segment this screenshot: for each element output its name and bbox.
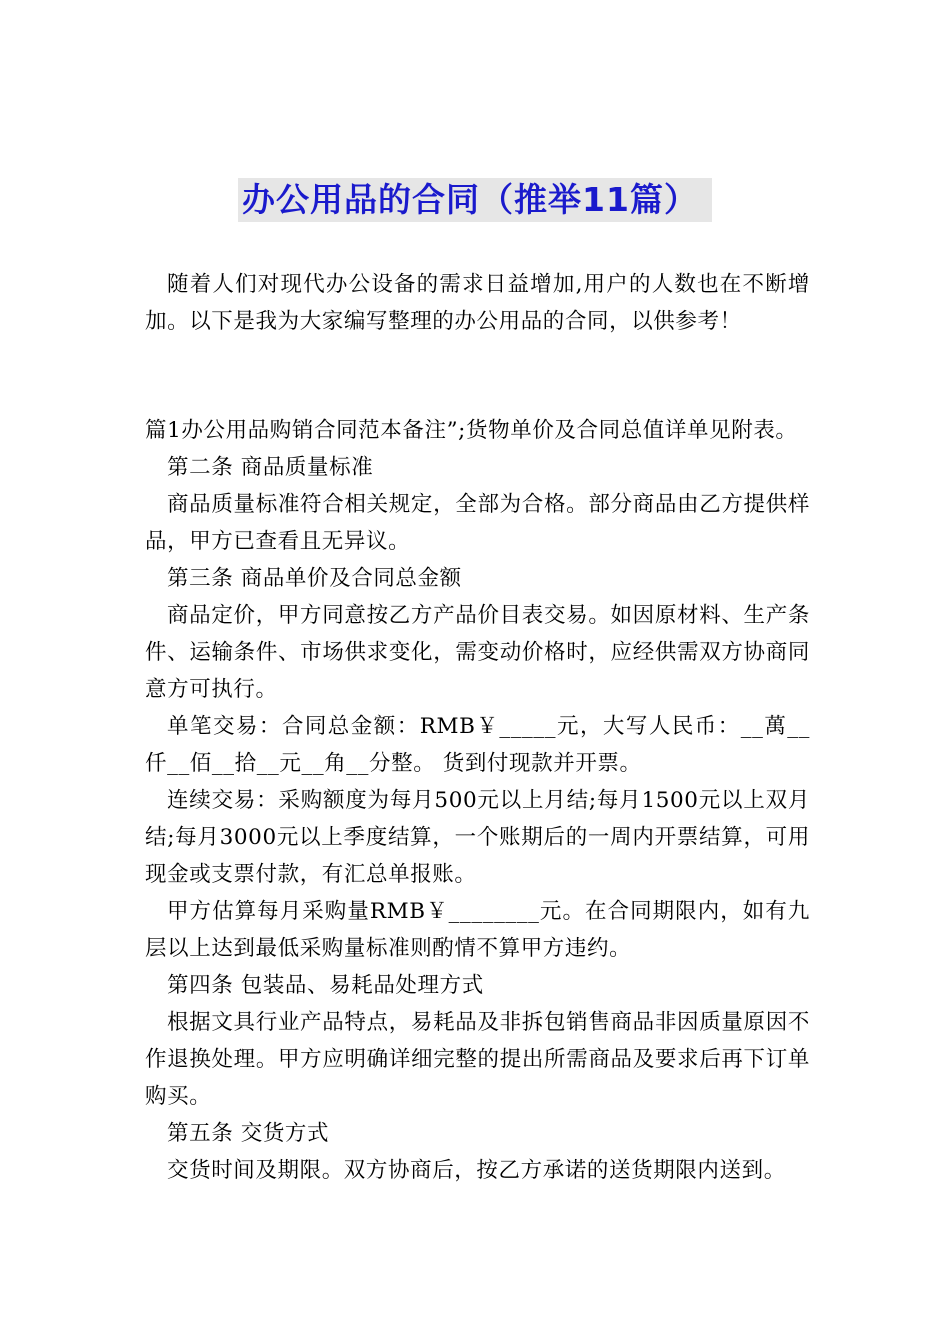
clause-paragraph: 单笔交易：合同总金额：RMB￥_____元，大写人民币：__萬__仟__佰__拾__元__角__分整。 货到付现款并开票。 <box>145 714 810 776</box>
title-container <box>0 178 950 222</box>
clause-heading-5: 第五条 交货方式 <box>167 1121 330 1146</box>
clause-paragraph: 根据文具行业产品特点，易耗品及非拆包销售商品非因质量原因不作退换处理。甲方应明确详细完整的提出所需商品及要求后再下订单购买。 <box>145 1010 810 1109</box>
clause-paragraph: 连续交易：采购额度为每月500元以上月结;每月1500元以上双月结;每月3000元以上季度结算，一个账期后的一周内开票结算，可用现金或支票付款，有汇总单报账。 <box>145 788 810 887</box>
document-title: 办公用品的合同（推举11篇） <box>238 178 712 222</box>
intro-section <box>145 266 810 340</box>
contract-body <box>145 412 810 1189</box>
section-heading-article-1: 篇1办公用品购销合同范本备注”;货物单价及合同总值详单见附表。 <box>145 418 798 443</box>
intro-paragraph: 随着人们对现代办公设备的需求日益增加,用户的人数也在不断增加。以下是我为大家编写整理的办公用品的合同，以供参考！ <box>145 272 810 334</box>
clause-paragraph: 甲方估算每月采购量RMB￥________元。在合同期限内，如有九层以上达到最低采购量标准则酌情不算甲方违约。 <box>145 899 810 961</box>
clause-paragraph: 商品定价，甲方同意按乙方产品价目表交易。如因原材料、生产条件、运输条件、市场供求变化，需变动价格时，应经供需双方协商同意方可执行。 <box>145 603 810 702</box>
clause-heading-2: 第二条 商品质量标准 <box>167 455 374 480</box>
clause-heading-4: 第四条 包装品、易耗品处理方式 <box>167 973 484 998</box>
clause-paragraph: 商品质量标准符合相关规定，全部为合格。部分商品由乙方提供样品，甲方已查看且无异议。 <box>145 492 810 554</box>
clause-paragraph: 交货时间及期限。双方协商后，按乙方承诺的送货期限内送到。 <box>167 1158 786 1183</box>
clause-heading-3: 第三条 商品单价及合同总金额 <box>167 566 462 591</box>
